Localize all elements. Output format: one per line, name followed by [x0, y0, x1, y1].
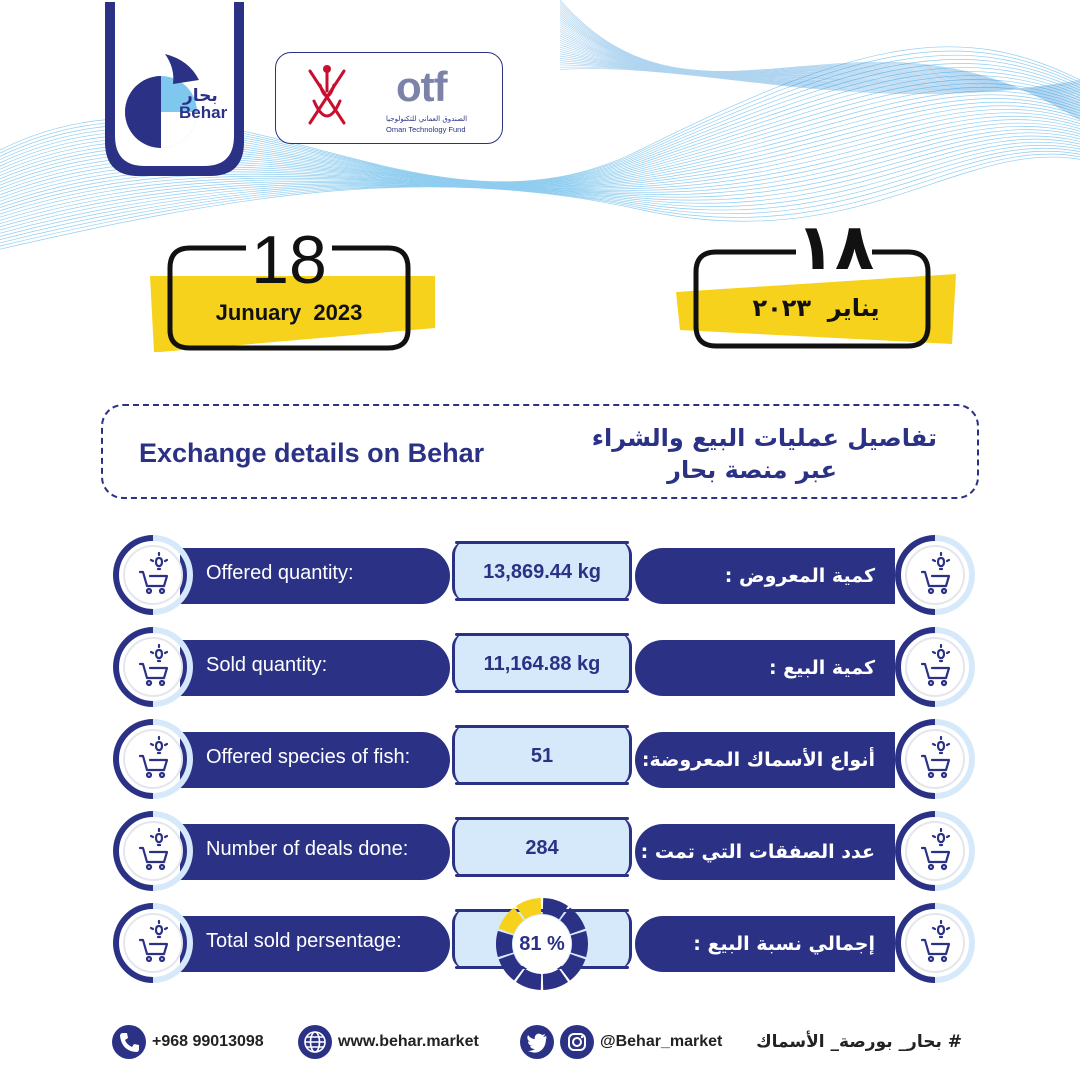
stat-label-ar-pill — [635, 916, 895, 972]
stat-value: 51 — [530, 745, 554, 767]
stat-label-en: Sold quantity: — [206, 654, 328, 676]
cart-icon — [112, 718, 194, 800]
date-day-ar: ١٨ — [795, 211, 875, 285]
stat-label-en: Offered quantity: — [206, 562, 354, 584]
stat-label-ar: كمية المعروض : — [724, 565, 875, 587]
title-en: Exchange details on Behar — [139, 438, 485, 468]
stat-label-ar-pill — [635, 824, 895, 880]
partner-logos — [275, 52, 503, 144]
brand-name-en: Behar — [179, 103, 228, 122]
cart-icon — [894, 902, 976, 984]
phone-contact[interactable] — [112, 1022, 264, 1062]
social-handle-text: @Behar_market — [600, 1033, 723, 1050]
stat-value: 81 % — [519, 933, 565, 955]
behar-logo — [103, 2, 246, 178]
stat-row — [0, 806, 1080, 898]
date-badge-en — [150, 222, 435, 352]
cart-icon — [894, 718, 976, 800]
date-badge-ar — [676, 211, 956, 350]
phone-number: +968 99013098 — [152, 1033, 264, 1050]
stat-row — [0, 530, 1080, 622]
title-ar — [497, 422, 937, 486]
phone-icon — [112, 1025, 146, 1059]
stat-label-en-pill — [180, 916, 450, 972]
stat-value-box — [452, 817, 632, 877]
otf-logo: otf — [396, 63, 447, 110]
cart-icon — [112, 626, 194, 708]
cart-icon — [112, 902, 194, 984]
stat-label-en: Total sold persentage: — [206, 930, 402, 952]
date-day-en: 18 — [251, 222, 327, 298]
footer — [0, 1022, 1080, 1066]
stat-label-ar: كمية البيع : — [768, 657, 875, 679]
date-month-year-en: Junuary 2023 — [215, 300, 363, 325]
title-box — [101, 404, 979, 499]
brand-name-ar: بحار — [183, 86, 218, 106]
date-month-year-ar: يناير ٢٠٢٣ — [752, 294, 880, 322]
stat-row — [0, 714, 1080, 806]
globe-icon — [298, 1025, 332, 1059]
otf-name-en: Oman Technology Fund — [386, 125, 466, 134]
cart-icon — [894, 534, 976, 616]
cart-icon — [894, 626, 976, 708]
stat-label-ar: عدد الصفقات التي تمت : — [640, 841, 875, 863]
stat-label-ar: إجمالي نسبة البيع : — [693, 933, 875, 955]
cart-icon — [112, 810, 194, 892]
stat-label-ar-pill — [635, 548, 895, 604]
twitter-icon[interactable] — [520, 1025, 554, 1059]
title-ar-line1: تفاصيل عمليات البيع والشراء — [591, 424, 937, 452]
hashtag: # بحار_ بورصة_ الأسماك — [756, 1032, 962, 1052]
stat-value-box — [452, 725, 632, 785]
stat-label-ar: أنواع الأسماك المعروضة: — [641, 749, 875, 771]
stat-row — [0, 898, 1080, 990]
stat-label-en-pill — [180, 732, 450, 788]
cart-icon — [112, 534, 194, 616]
stat-label-en-pill — [180, 824, 450, 880]
otf-name-ar: الصندوق العماني للتكنولوجيا — [386, 115, 468, 123]
stat-label-en-pill — [180, 548, 450, 604]
stat-label-en-pill — [180, 640, 450, 696]
website-link[interactable] — [298, 1022, 479, 1062]
stat-label-ar-pill — [635, 732, 895, 788]
instagram-icon[interactable] — [560, 1025, 594, 1059]
stat-value: 11,164.88 kg — [483, 653, 601, 675]
oman-emblem-icon — [300, 61, 354, 137]
percentage-donut — [484, 894, 600, 994]
stat-value-box — [452, 541, 632, 601]
social-handle[interactable] — [520, 1022, 722, 1062]
stat-value: 13,869.44 kg — [483, 561, 601, 583]
website-url: www.behar.market — [338, 1033, 479, 1050]
stat-label-en: Number of deals done: — [206, 838, 409, 860]
stat-value-box — [452, 633, 632, 693]
cart-icon — [894, 810, 976, 892]
stat-label-ar-pill — [635, 640, 895, 696]
title-ar-line2: عبر منصة بحار — [667, 456, 837, 484]
stat-label-en: Offered species of fish: — [206, 746, 411, 768]
stat-row — [0, 622, 1080, 714]
stat-value: 284 — [525, 837, 559, 859]
